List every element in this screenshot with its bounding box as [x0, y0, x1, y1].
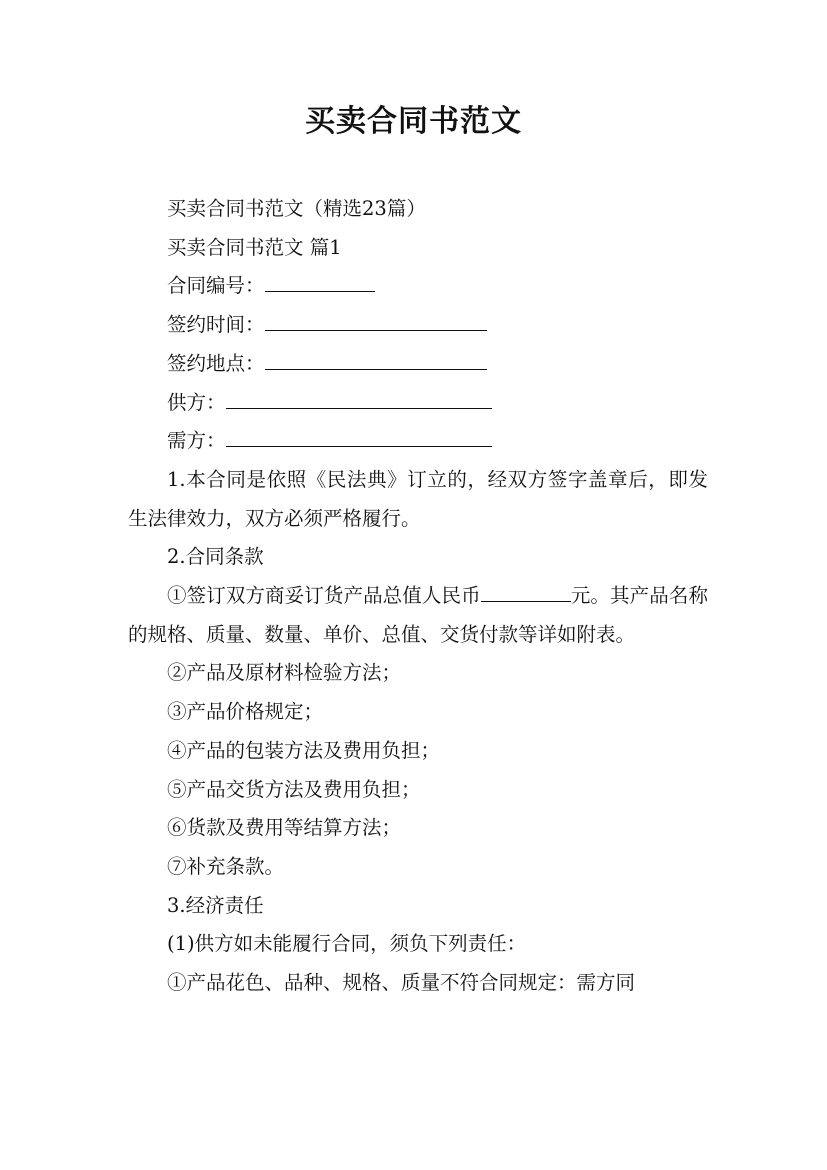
demander-blank — [226, 427, 492, 448]
sign-time-label: 签约时间： — [167, 313, 265, 337]
clause-3-item-1: (1)供方如未能履行合同，须负下列责任： — [167, 932, 527, 956]
supplier-label: 供方： — [167, 390, 226, 414]
clause-2-item-2: ②产品及原材料检验方法； — [167, 661, 402, 685]
amount-blank — [481, 582, 571, 603]
supplier-field — [128, 384, 708, 423]
clause-3-heading: 3.经济责任 — [167, 893, 264, 917]
clause-2-item-3: ③产品价格规定； — [167, 700, 324, 724]
contract-number-field — [128, 267, 708, 306]
contract-number-label: 合同编号： — [167, 274, 265, 298]
document-title: 买卖合同书范文 — [305, 104, 522, 139]
clause-2-item-4: ④产品的包装方法及费用负担； — [167, 738, 441, 762]
demander-label: 需方： — [167, 429, 226, 453]
clause-2-item-6: ⑥货款及费用等结算方法； — [167, 816, 402, 840]
clause-2-item-1-post: 元。其产品名称的规格、质量、数量、单价、总值、交货付款等详如附表。 — [128, 584, 708, 646]
clause-2-item-5: ⑤产品交货方法及费用负担； — [167, 777, 421, 801]
document-body — [128, 190, 708, 1003]
contract-number-blank — [265, 272, 375, 293]
sign-place-blank — [265, 349, 487, 370]
clause-2-heading: 2.合同条款 — [167, 545, 264, 569]
sign-time-field — [128, 306, 708, 345]
clause-2-item-1-pre: ①签订双方商妥订货产品总值人民币 — [167, 584, 481, 608]
demander-field — [128, 422, 708, 461]
sign-place-field — [128, 345, 708, 384]
section-heading: 买卖合同书范文 篇1 — [167, 235, 342, 259]
clause-1: 1.本合同是依照《民法典》订立的，经双方签字盖章后，即发生法律效力，双方必须严格履行。 — [128, 467, 708, 530]
sign-time-blank — [265, 311, 487, 332]
supplier-blank — [226, 388, 492, 409]
sign-place-label: 签约地点： — [167, 351, 265, 375]
clause-3-item-1-1: ①产品花色、品种、规格、质量不符合同规定：需方同 — [167, 971, 636, 995]
clause-2-item-7: ⑦补充条款。 — [167, 854, 285, 878]
clause-2-item-1 — [128, 577, 708, 654]
subtitle-paragraph: 买卖合同书范文（精选23篇） — [167, 197, 426, 220]
